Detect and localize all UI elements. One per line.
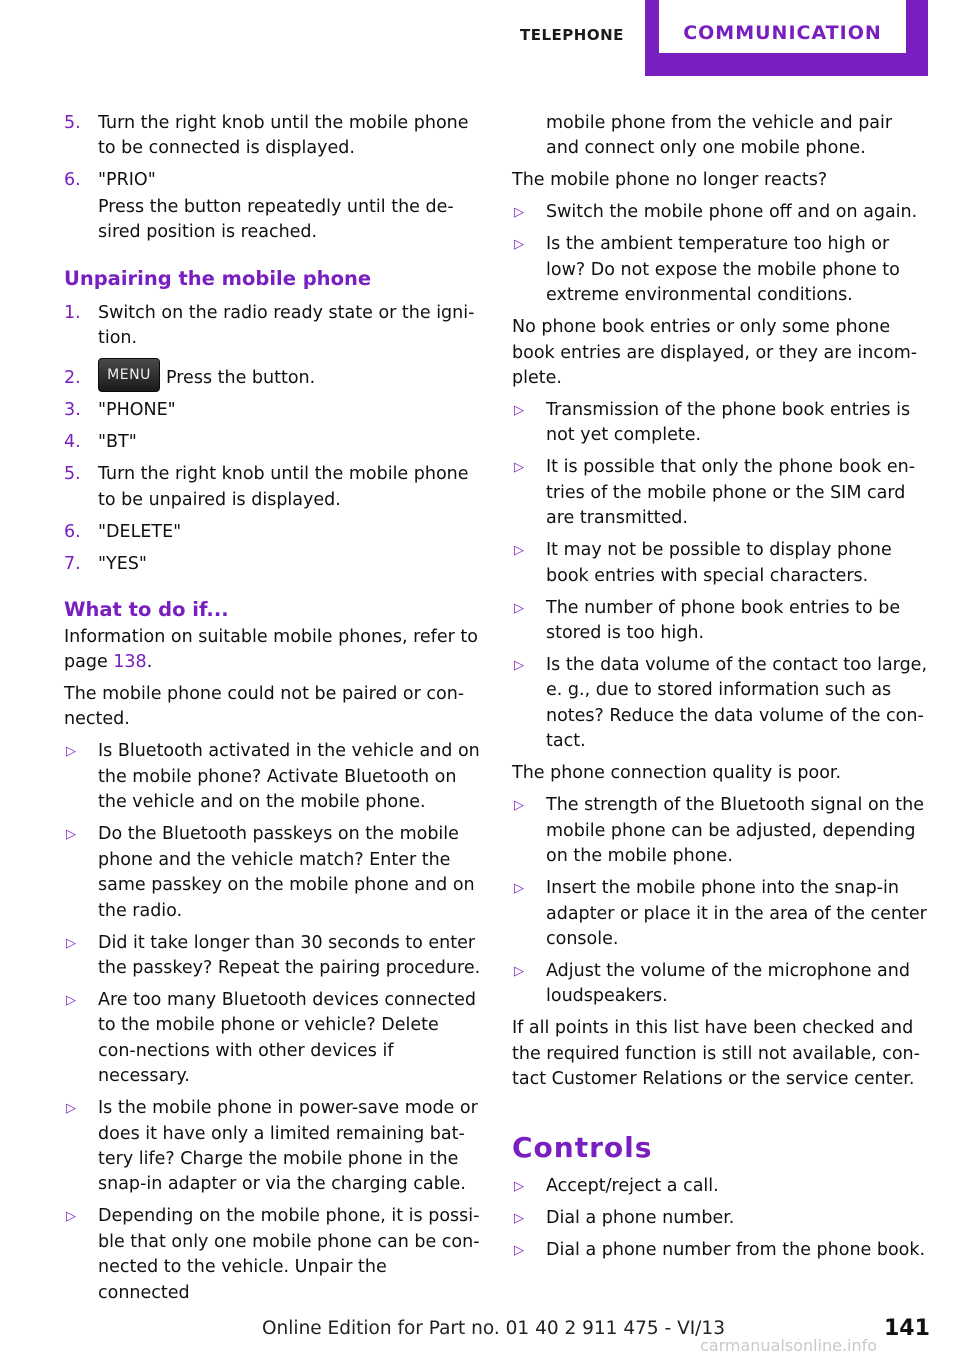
bullet-text: Is Bluetooth activated in the vehicle and on the mobile phone? Activate Bluetooth on the vehicle and on the mobile phone. (98, 741, 480, 813)
bullet-item (512, 200, 930, 225)
info-suffix: . (146, 652, 153, 673)
step-number: 4. (64, 432, 81, 453)
left-column (64, 111, 482, 1313)
step-text: "BT" (98, 432, 137, 453)
chapter-title: COMMUNICATION (683, 22, 882, 44)
bullet-text: Dial a phone number. (546, 1207, 735, 1228)
bullet-item (512, 538, 930, 589)
list-item (64, 301, 482, 352)
bullet-triangle-icon: ▷ (66, 744, 76, 760)
bullet-triangle-icon: ▷ (66, 1101, 76, 1117)
bullet-item (512, 793, 930, 869)
bullet-triangle-icon: ▷ (514, 1210, 524, 1226)
bullet-text: mobile phone from the vehicle and pair and connect only one mobile phone. (546, 113, 893, 159)
step-text: Turn the right knob until the mobile phone to be connected is displayed. (98, 113, 469, 159)
list-item (64, 111, 482, 162)
bullet-item (64, 1096, 482, 1198)
bullet-continuation (512, 111, 930, 162)
bullet-item (512, 596, 930, 647)
step-text: Turn the right knob until the mobile phone to be unpaired is displayed. (98, 464, 469, 510)
list-item (64, 168, 482, 245)
bullet-item (64, 739, 482, 815)
bullet-text: Switch the mobile phone off and on again. (546, 202, 918, 223)
bullet-triangle-icon: ▷ (514, 237, 524, 253)
problem-paragraph: The mobile phone could not be paired or con‐nected. (64, 684, 465, 730)
bullet-triangle-icon: ▷ (514, 963, 524, 979)
bullet-triangle-icon: ▷ (66, 1209, 76, 1225)
step-subtext: Press the button repeatedly until the de‐sired position is reached. (98, 196, 454, 243)
list-item (64, 520, 482, 545)
bullet-text: Is the mobile phone in power-save mode or does it have only a limited remaining bat‐tery life? Charge the mobile phone in the snap-in adapter or via the charging cable. (98, 1098, 478, 1195)
step-text: "PHONE" (98, 400, 176, 421)
step-number: 7. (64, 553, 81, 574)
bullet-item (512, 1238, 930, 1263)
step-text: "DELETE" (98, 521, 182, 542)
info-prefix: Information on suitable mobile phones, refer to page (64, 626, 478, 673)
bullet-triangle-icon: ▷ (514, 881, 524, 897)
bullet-triangle-icon: ▷ (514, 1178, 524, 1194)
edition-footer: Online Edition for Part no. 01 40 2 911 475 - VI/13 (262, 1318, 725, 1339)
bullet-text: The number of phone book entries to be stored is too high. (546, 597, 901, 644)
list-item (64, 430, 482, 455)
problem-paragraph: No phone book entries or only some phone book entries are displayed, or they are incom‐plete. (512, 317, 918, 389)
bullet-triangle-icon: ▷ (66, 992, 76, 1008)
page-link[interactable]: 138 (113, 652, 147, 673)
bullet-item (512, 455, 930, 531)
bullet-triangle-icon: ▷ (514, 600, 524, 616)
bullet-triangle-icon: ▷ (514, 403, 524, 419)
step-number: 2. (64, 367, 81, 388)
section-title: TELEPHONE (520, 26, 624, 44)
bullet-item (512, 1206, 930, 1231)
bullet-triangle-icon: ▷ (514, 658, 524, 674)
section-heading-unpairing: Unpairing the mobile phone (64, 266, 372, 290)
bullet-item (512, 959, 930, 1010)
list-item (64, 398, 482, 423)
step-text: Switch on the radio ready state or the igni‐tion. (98, 303, 475, 349)
bullet-text: Do the Bluetooth passkeys on the mobile phone and the vehicle match? Enter the same passkey on the mobile phone and on the radio. (98, 824, 475, 921)
bullet-item (512, 398, 930, 449)
right-column (512, 111, 930, 1270)
info-paragraph (64, 625, 482, 676)
step-text: "YES" (98, 553, 147, 574)
menu-button: MENU (98, 358, 160, 392)
bullet-text: Depending on the mobile phone, it is possi‐ble that only one mobile phone can be con‐nected to the vehicle. Unpair the connected (98, 1206, 480, 1303)
list-item (64, 462, 482, 513)
bullet-triangle-icon: ▷ (514, 543, 524, 559)
problem-paragraph: The mobile phone no longer reacts? (512, 170, 828, 191)
problem-paragraph: The phone connection quality is poor. (512, 763, 842, 784)
step-number: 6. (64, 521, 81, 542)
bullet-item (512, 1174, 930, 1199)
step-number: 1. (64, 303, 81, 324)
bullet-triangle-icon: ▷ (514, 205, 524, 221)
bullet-text: Are too many Bluetooth devices connected to the mobile phone or vehicle? Delete con‐nections with other devices if necessary. (98, 989, 477, 1087)
bullet-triangle-icon: ▷ (514, 798, 524, 814)
step-text (98, 366, 482, 392)
bullet-text: Insert the mobile phone into the snap-in adapter or place it in the area of the center console. (546, 878, 927, 949)
summary-paragraph: If all points in this list have been checked and the required function is still not available, con‐tact Customer Relations or the service center. (512, 1018, 920, 1090)
bullet-item (512, 876, 930, 952)
bullet-text: Adjust the volume of the microphone and loudspeakers. (546, 960, 910, 1007)
section-heading-what-to-do: What to do if... (64, 598, 229, 622)
list-item (64, 552, 482, 577)
bullet-triangle-icon: ▷ (514, 1242, 524, 1258)
step-text-label: Press the button. (166, 367, 316, 388)
bullet-triangle-icon: ▷ (66, 935, 76, 951)
bullet-text: Did it take longer than 30 seconds to enter the passkey? Repeat the pairing procedure. (98, 932, 481, 978)
step-number: 5. (64, 464, 81, 485)
step-number: 5. (64, 113, 81, 133)
bullet-item (64, 931, 482, 982)
bullet-item (512, 653, 930, 755)
bullet-text: Accept/reject a call. (546, 1175, 719, 1196)
bullet-triangle-icon: ▷ (514, 460, 524, 476)
bullet-text: Transmission of the phone book entries is not yet complete. (546, 400, 911, 446)
step-number: 3. (64, 400, 81, 421)
bullet-item (64, 1204, 482, 1306)
bullet-text: It may not be possible to display phone book entries with special characters. (546, 540, 892, 586)
bullet-item (512, 232, 930, 308)
bullet-text: Is the data volume of the contact too large, e. g., due to stored information such as notes? Reduce the data volume of the con‐tact. (546, 655, 928, 752)
step-number: 6. (64, 170, 81, 191)
bullet-triangle-icon: ▷ (66, 827, 76, 843)
bullet-item (64, 988, 482, 1090)
bullet-text: The strength of the Bluetooth signal on the mobile phone can be adjusted, depending on the mobile phone. (546, 795, 925, 867)
bullet-item (64, 822, 482, 924)
page-number: 141 (884, 1316, 930, 1341)
bullet-text: Is the ambient temperature too high or low? Do not expose the mobile phone to extreme environmental conditions. (546, 234, 900, 306)
section-heading-controls: Controls (512, 1130, 653, 1164)
list-item (64, 366, 482, 392)
step-text: "PRIO" (98, 170, 156, 191)
bullet-text: It is possible that only the phone book en‐tries of the mobile phone or the SIM card are transmitted. (546, 457, 916, 529)
bullet-text: Dial a phone number from the phone book. (546, 1239, 926, 1260)
watermark: carmanualsonline.info (700, 1336, 878, 1355)
